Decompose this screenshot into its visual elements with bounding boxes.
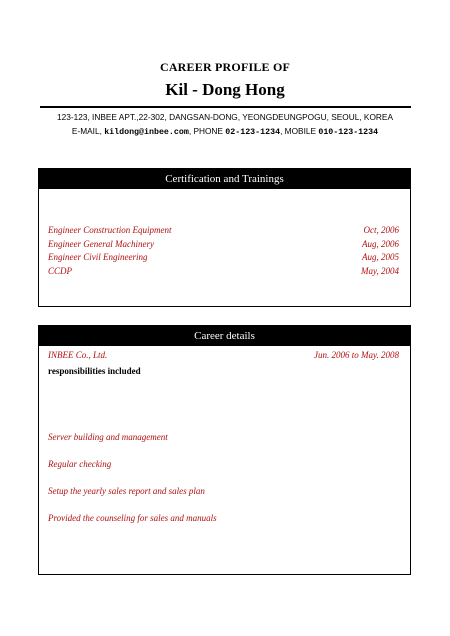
certification-date: Aug, 2006 <box>362 238 399 249</box>
mobile-label: , MOBILE <box>280 126 317 136</box>
certification-date: Oct, 2006 <box>363 225 399 235</box>
job-row <box>48 350 399 360</box>
company-name: INBEE Co., Ltd. <box>48 350 108 360</box>
certification-date: Aug, 2005 <box>362 252 399 262</box>
certification-section <box>38 168 411 307</box>
certification-name: CCDP <box>48 265 73 276</box>
mobile-value: 010-123-1234 <box>318 128 379 137</box>
header-divider <box>40 106 411 108</box>
certification-date: May, 2004 <box>361 265 399 276</box>
duty-item: Setup the yearly sales report and sales plan <box>48 486 205 496</box>
certification-list <box>48 224 399 278</box>
certification-item <box>48 238 399 252</box>
career-section <box>38 325 411 575</box>
phone-value: 02-123-1234 <box>225 128 281 137</box>
certification-name: Engineer Civil Engineering <box>48 252 148 262</box>
person-name: Kil - Dong Hong <box>165 80 285 99</box>
certification-heading: Certification and Trainings <box>39 169 410 189</box>
email-value[interactable]: kildong@inbee.com <box>104 128 189 137</box>
certification-item <box>48 265 399 279</box>
career-heading: Career details <box>39 326 410 346</box>
certification-item <box>48 251 399 265</box>
duty-item: Provided the counseling for sales and manuals <box>48 513 217 523</box>
phone-label: , PHONE <box>188 126 223 136</box>
certification-name: Engineer Construction Equipment <box>48 225 172 235</box>
certification-item <box>48 224 399 238</box>
duty-item: Server building and management <box>48 432 168 442</box>
email-label: E-MAIL, <box>71 126 102 136</box>
duty-item: Regular checking <box>48 459 112 469</box>
certification-name: Engineer General Machinery <box>48 238 154 249</box>
page-title: CAREER PROFILE OF <box>159 60 291 74</box>
contact-line <box>0 126 450 137</box>
address-line: 123-123, INBEE APT.,22-302, DANGSAN-DONG, YEONGDEUNGPOGU, SEOUL, KOREA <box>57 112 393 122</box>
employment-period: Jun. 2006 to May. 2008 <box>314 350 399 360</box>
responsibilities-label: responsibilities included <box>48 366 141 376</box>
